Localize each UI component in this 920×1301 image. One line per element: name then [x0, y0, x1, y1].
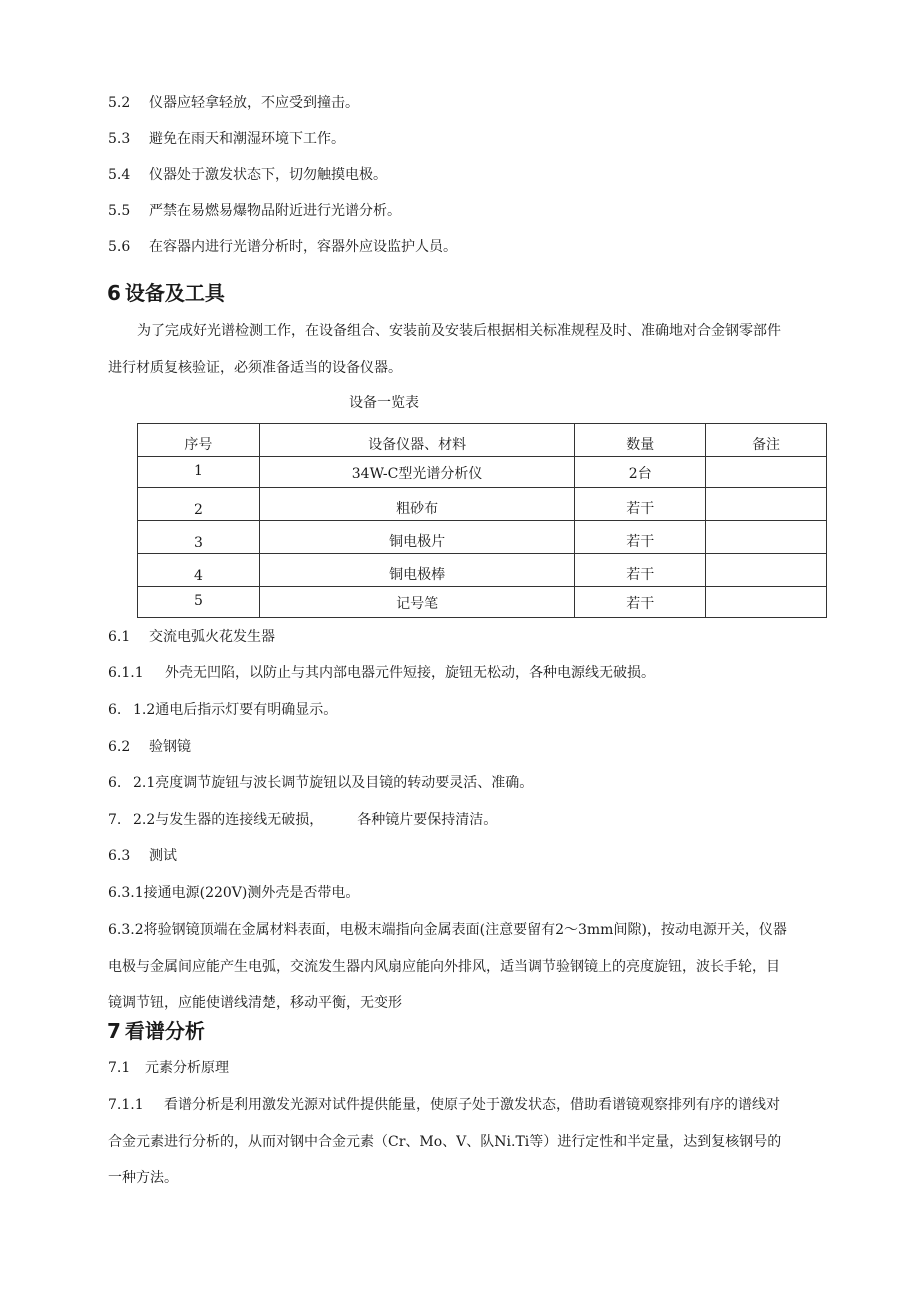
table-row	[138, 488, 827, 521]
intro-paragraph-line: 进行材质复核验证，必须准备适当的设备仪器。	[108, 360, 402, 376]
list-item	[108, 238, 457, 256]
item-text: 避免在雨天和潮湿环境下工作。	[149, 131, 345, 147]
table-row	[138, 457, 827, 488]
subsection-7-1	[108, 1059, 229, 1077]
subsection-6-3	[108, 847, 177, 865]
table-cell: 粗砂布	[259, 488, 575, 521]
heading-title: 看谱分析	[124, 1019, 205, 1043]
table-cell: 5	[138, 587, 260, 618]
item-text: 严禁在易燃易爆物品附近进行光谱分析。	[149, 203, 401, 219]
header-cell: 数量	[575, 424, 706, 457]
table-cell	[706, 554, 827, 587]
paragraph-line: 合金元素进行分析的，从而对钢中合金元素（Cr、Mo、V、队Ni.Ti等）进行定性和半定量，达到复核钢号的	[108, 1134, 782, 1150]
list-item	[108, 130, 345, 148]
table-cell: 3	[138, 521, 260, 554]
table-cell: 若干	[575, 587, 706, 618]
item-text: 测试	[149, 848, 177, 864]
subsection-6-2-2	[108, 811, 497, 829]
subsection-6-2-1	[108, 774, 533, 792]
table-cell: 4	[138, 554, 260, 587]
subsection-6-1-2	[108, 701, 337, 719]
table-row	[138, 554, 827, 587]
item-number: 6.	[108, 702, 122, 718]
heading-number: 6	[107, 281, 121, 305]
item-number: 5.4	[108, 167, 131, 183]
item-number: 7.1.1	[108, 1097, 144, 1113]
table-cell	[706, 457, 827, 488]
item-text: 交流电弧火花发生器	[149, 629, 275, 645]
table-cell: 若干	[575, 521, 706, 554]
table-cell: 铜电极片	[259, 521, 575, 554]
table-cell: 铜电极棒	[259, 554, 575, 587]
header-cell: 序号	[138, 424, 260, 457]
table-cell: 若干	[575, 488, 706, 521]
item-text: 在容器内进行光谱分析时，容器外应设监护人员。	[149, 239, 457, 255]
subsection-6-2	[108, 738, 191, 756]
table-cell	[706, 521, 827, 554]
item-text: 验钢镜	[149, 739, 191, 755]
table-cell: 2	[138, 488, 260, 521]
item-text: 各种镜片要保持清洁。	[357, 812, 498, 828]
subsection-6-1-1	[108, 664, 655, 682]
heading-title: 设备及工具	[124, 281, 225, 305]
table-cell	[706, 488, 827, 521]
table-caption: 设备一览表	[349, 395, 419, 411]
item-number: 7.	[108, 812, 122, 828]
item-number: 6.1.1	[108, 665, 144, 681]
item-number: 6.3	[108, 848, 131, 864]
item-number: 6.2	[108, 739, 131, 755]
list-item	[108, 166, 387, 184]
table-cell: 若干	[575, 554, 706, 587]
subsection-7-1-1	[108, 1096, 780, 1114]
section-heading-7	[107, 1019, 205, 1043]
item-number: 6.	[108, 775, 122, 791]
item-number: 7.1	[108, 1060, 131, 1076]
item-text: 外壳无凹陷，以防止与其内部电器元件短接，旋钮无松动，各种电源线无破损。	[165, 665, 655, 681]
subsection-6-1	[108, 628, 275, 646]
header-cell: 备注	[706, 424, 827, 457]
item-number: 5.5	[108, 203, 131, 219]
item-number: 5.2	[108, 95, 131, 111]
equipment-table	[137, 423, 827, 618]
item-number: 6.1	[108, 629, 131, 645]
table-cell: 1	[138, 457, 260, 488]
list-item	[108, 202, 401, 220]
item-number: 5.3	[108, 131, 131, 147]
table-row	[138, 521, 827, 554]
item-text: 元素分析原理	[145, 1060, 229, 1076]
paragraph-line: 电极与金属间应能产生电弧，交流发生器内风扇应能向外排风，适当调节验钢镜上的亮度旋钮，波长手轮，目	[108, 959, 780, 975]
heading-number: 7	[107, 1019, 121, 1043]
table-cell: 记号笔	[259, 587, 575, 618]
paragraph-line: 一种方法。	[108, 1170, 178, 1186]
item-text: 看谱分析是利用激发光源对试件提供能量，使原子处于激发状态，借助看谱镜观察排列有序的谱线对	[164, 1097, 780, 1113]
header-cell: 设备仪器、材料	[259, 424, 575, 457]
table-cell	[706, 587, 827, 618]
subsection-6-3-1: 6.3.1接通电源(220V)测外壳是否带电。	[108, 885, 360, 901]
item-text: 2.2与发生器的连接线无破损，	[133, 812, 324, 828]
item-text: 1.2通电后指示灯要有明确显示。	[133, 702, 338, 718]
item-text: 仪器应轻拿轻放，不应受到撞击。	[149, 95, 359, 111]
item-number: 5.6	[108, 239, 131, 255]
table-cell: 34W-C型光谱分析仪	[259, 457, 575, 488]
paragraph-line: 镜调节钮，应能使谱线清楚，移动平衡，无变形	[108, 995, 402, 1011]
table-cell: 2台	[575, 457, 706, 488]
paragraph-line: 6.3.2将验钢镜顶端在金属材料表面，电极末端指向金属表面(注意要留有2～3mm间隙)，按动电源开关，仪器	[108, 922, 787, 938]
list-item	[108, 94, 359, 112]
intro-paragraph-line: 为了完成好光谱检测工作，在设备组合、安装前及安装后根据相关标准规程及时、准确地对合金钢零部件	[137, 323, 781, 339]
table-header-row	[138, 424, 827, 457]
item-text: 2.1亮度调节旋钮与波长调节旋钮以及目镜的转动要灵活、准确。	[133, 775, 534, 791]
section-heading-6	[107, 281, 225, 305]
table-row	[138, 587, 827, 618]
item-text: 仪器处于激发状态下，切勿触摸电极。	[149, 167, 387, 183]
